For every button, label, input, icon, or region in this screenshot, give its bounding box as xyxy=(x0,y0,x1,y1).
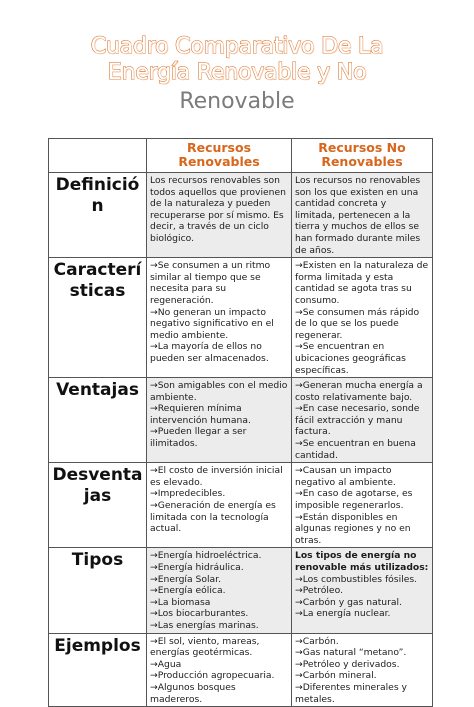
list-item: →Carbón. xyxy=(295,635,339,647)
list-item: →En case necesario, sonde fácil extracción y manu factura. xyxy=(295,403,420,438)
cell-no-renovables xyxy=(292,173,433,258)
cell-intro-text: Los tipos de energía no renovable más utilizados: xyxy=(295,550,429,573)
list-item: →Pueden llegar a ser ilimitados. xyxy=(150,426,247,450)
header-empty-cell xyxy=(49,139,147,173)
list-item: →Algunos bosques madereros. xyxy=(150,681,236,705)
cell-text: Los recursos renovables son todos aquellos que provienen de la naturaleza y pueden recuperarse por sí mismo. Es decir, a través de un ciclo biológico. xyxy=(150,175,286,244)
list-item: →Requieren mínima intervención humana. xyxy=(150,403,251,426)
list-item: →Los combustibles fósiles. xyxy=(295,573,418,585)
title-line-3: Renovable xyxy=(179,89,295,114)
row-label: Ventajas xyxy=(49,378,147,463)
list-item: →Carbón y gas natural. xyxy=(295,596,403,608)
table-header-row xyxy=(49,139,433,173)
list-item: →Se consumen a un ritmo similar al tiempo que se necesita para su regeneración. xyxy=(150,260,271,306)
row-label: Desventajas xyxy=(49,463,147,548)
list-item: →Se consumen más rápido de lo que se los puede regenerar. xyxy=(295,306,420,341)
table-row-ventajas xyxy=(49,378,433,463)
list-item: →Están disponibles en algunas regiones y no en otras. xyxy=(295,511,411,546)
cell-renovables xyxy=(147,173,292,258)
cell-renovables xyxy=(147,463,292,548)
list-item: →En caso de agotarse, es imposible regenerarlos. xyxy=(295,488,413,512)
row-label: Ejemplos xyxy=(49,633,147,707)
list-item: →Energía hidroeléctrica. xyxy=(150,550,262,562)
list-item: →Producción agropecuaria. xyxy=(150,670,275,682)
list-item: →Diferentes minerales y metales. xyxy=(295,681,407,705)
list-item: →Se encuentran en ubicaciones geográficas específicas. xyxy=(295,341,406,376)
list-item: →Agua xyxy=(150,658,182,670)
title-line-2: Energía Renovable y No xyxy=(107,60,367,85)
cell-renovables xyxy=(147,378,292,463)
cell-no-renovables xyxy=(292,378,433,463)
list-item: →No generan un impacto negativo significativo en el medio ambiente. xyxy=(150,306,274,341)
cell-renovables xyxy=(147,548,292,633)
list-item: →Se encuentran en buena cantidad. xyxy=(295,438,416,461)
title-line-1: Cuadro Comparativo De La xyxy=(90,34,384,59)
document-title xyxy=(0,34,474,116)
cell-renovables xyxy=(147,258,292,378)
row-label: Características xyxy=(49,258,147,378)
list-item: →La biomasa xyxy=(150,596,211,608)
list-item: →Gas natural “metano”. xyxy=(295,647,407,659)
table-row-caracteristicas xyxy=(49,258,433,378)
cell-no-renovables xyxy=(292,258,433,378)
list-item: →Impredecibles. xyxy=(150,488,226,500)
row-label: Definición xyxy=(49,173,147,258)
comparison-table xyxy=(48,138,433,707)
list-item: →Generación de energía es limitada con la tecnología actual. xyxy=(150,500,276,535)
list-item: →Son amigables con el medio ambiente. xyxy=(150,380,288,403)
header-no-renovables: Recursos No Renovables xyxy=(292,139,433,173)
list-item: →La mayoría de ellos no pueden ser almacenados. xyxy=(150,341,269,364)
list-item: →El sol, viento, mareas, energías geotérmicas. xyxy=(150,635,260,659)
list-item: →Energía hidráulica. xyxy=(150,562,244,573)
list-item: →Petróleo. xyxy=(295,585,343,597)
list-item: →Las energías marinas. xyxy=(150,619,259,631)
list-item: →Los biocarburantes. xyxy=(150,608,249,620)
cell-no-renovables xyxy=(292,463,433,548)
list-item: →Carbón mineral. xyxy=(295,670,377,682)
table-row-definicion xyxy=(49,173,433,258)
cell-no-renovables xyxy=(292,548,433,633)
row-label: Tipos xyxy=(49,548,147,633)
list-item: →Generan mucha energía a costo relativamente bajo. xyxy=(295,380,423,403)
list-item: →Causan un impacto negativo al ambiente. xyxy=(295,465,396,488)
list-item: →Energía eólica. xyxy=(150,585,226,597)
table-row-tipos xyxy=(49,548,433,633)
list-item: →Petróleo y derivados. xyxy=(295,658,400,670)
list-item: →Existen en la naturaleza de forma limitada y esta cantidad se agota tras su consumo. xyxy=(295,260,429,306)
header-renovables: Recursos Renovables xyxy=(147,139,292,173)
list-item: →El costo de inversión inicial es elevado. xyxy=(150,465,283,488)
table-row-desventajas xyxy=(49,463,433,548)
cell-text: Los recursos no renovables son los que existen en una cantidad concreta y limitada, pertenecen a la tierra y muchos de ellos se han formado durante miles de años. xyxy=(295,175,421,256)
list-item: →Energía Solar. xyxy=(150,573,222,585)
list-item: →La energía nuclear. xyxy=(295,608,391,620)
